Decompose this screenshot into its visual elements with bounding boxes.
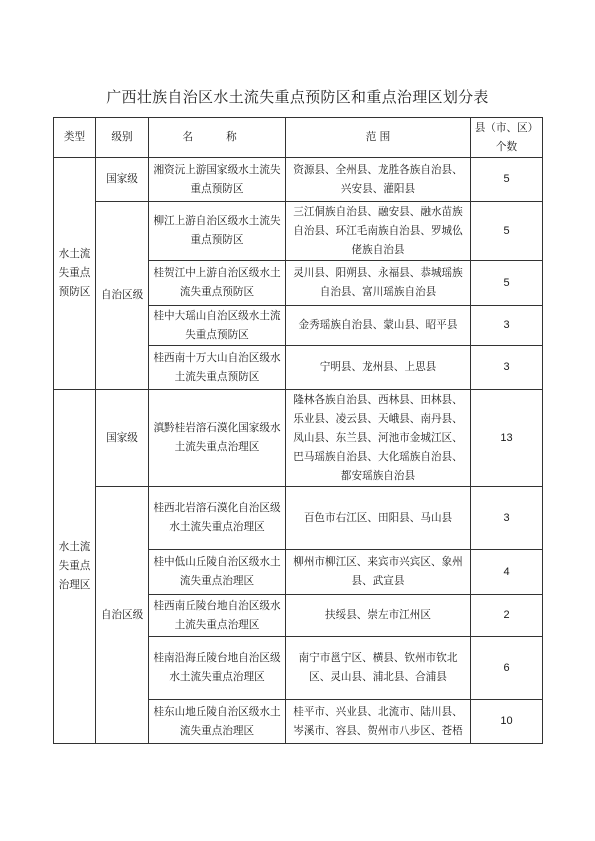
level-cell: 自治区级 bbox=[96, 202, 149, 390]
region-scope: 灵川县、阳朔县、永福县、恭城瑶族自治县、富川瑶族自治县 bbox=[286, 261, 471, 306]
county-count: 5 bbox=[471, 261, 543, 306]
table-row bbox=[54, 158, 543, 202]
level-cell: 自治区级 bbox=[96, 487, 149, 744]
region-scope: 百色市右江区、田阳县、马山县 bbox=[286, 487, 471, 550]
region-name: 桂贺江中上游自治区级水土流失重点预防区 bbox=[149, 261, 286, 306]
region-scope: 三江侗族自治县、融安县、融水苗族自治县、环江毛南族自治县、罗城仫佬族自治县 bbox=[286, 202, 471, 261]
county-count: 2 bbox=[471, 595, 543, 637]
region-table bbox=[53, 117, 543, 744]
table-row bbox=[54, 487, 543, 550]
type-cell-prevention: 水土流失重点预防区 bbox=[54, 158, 96, 390]
region-scope: 金秀瑶族自治县、蒙山县、昭平县 bbox=[286, 306, 471, 346]
header-level: 级别 bbox=[96, 118, 149, 158]
region-scope: 宁明县、龙州县、上思县 bbox=[286, 346, 471, 390]
region-scope: 资源县、全州县、龙胜各族自治县、兴安县、灌阳县 bbox=[286, 158, 471, 202]
region-name: 桂南沿海丘陵台地自治区级水土流失重点治理区 bbox=[149, 637, 286, 700]
region-name: 湘资沅上游国家级水土流失重点预防区 bbox=[149, 158, 286, 202]
region-scope: 隆林各族自治县、西林县、田林县、乐业县、凌云县、天峨县、南丹县、凤山县、东兰县、河池市金城江区、巴马瑶族自治县、大化瑶族自治县、都安瑶族自治县 bbox=[286, 390, 471, 487]
region-name: 桂中低山丘陵自治区级水土流失重点治理区 bbox=[149, 550, 286, 595]
region-name: 桂西南丘陵台地自治区级水土流失重点治理区 bbox=[149, 595, 286, 637]
county-count: 3 bbox=[471, 346, 543, 390]
header-type: 类型 bbox=[54, 118, 96, 158]
table-header-row bbox=[54, 118, 543, 158]
type-cell-treatment: 水土流失重点治理区 bbox=[54, 390, 96, 744]
header-scope: 范 围 bbox=[286, 118, 471, 158]
region-name: 柳江上游自治区级水土流失重点预防区 bbox=[149, 202, 286, 261]
page-title: 广西壮族自治区水土流失重点预防区和重点治理区划分表 bbox=[106, 88, 489, 106]
county-count: 5 bbox=[471, 202, 543, 261]
county-count: 4 bbox=[471, 550, 543, 595]
table-row bbox=[54, 202, 543, 261]
header-name: 名 称 bbox=[149, 118, 286, 158]
county-count: 3 bbox=[471, 306, 543, 346]
level-cell: 国家级 bbox=[96, 390, 149, 487]
region-name: 桂西北岩溶石漠化自治区级水土流失重点治理区 bbox=[149, 487, 286, 550]
header-count: 县（市、区）个数 bbox=[471, 118, 543, 158]
county-count: 13 bbox=[471, 390, 543, 487]
level-cell: 国家级 bbox=[96, 158, 149, 202]
county-count: 10 bbox=[471, 700, 543, 744]
region-scope: 桂平市、兴业县、北流市、陆川县、岑溪市、容县、贺州市八步区、苍梧 bbox=[286, 700, 471, 744]
region-scope: 扶绥县、崇左市江州区 bbox=[286, 595, 471, 637]
region-name: 桂东山地丘陵自治区级水土流失重点治理区 bbox=[149, 700, 286, 744]
region-scope: 南宁市邕宁区、横县、钦州市钦北区、灵山县、浦北县、合浦县 bbox=[286, 637, 471, 700]
region-name: 桂西南十万大山自治区级水土流失重点预防区 bbox=[149, 346, 286, 390]
region-scope: 柳州市柳江区、来宾市兴宾区、象州县、武宣县 bbox=[286, 550, 471, 595]
region-name: 桂中大瑶山自治区级水土流失重点预防区 bbox=[149, 306, 286, 346]
table-row bbox=[54, 390, 543, 487]
county-count: 6 bbox=[471, 637, 543, 700]
county-count: 5 bbox=[471, 158, 543, 202]
region-name: 滇黔桂岩溶石漠化国家级水土流失重点治理区 bbox=[149, 390, 286, 487]
county-count: 3 bbox=[471, 487, 543, 550]
